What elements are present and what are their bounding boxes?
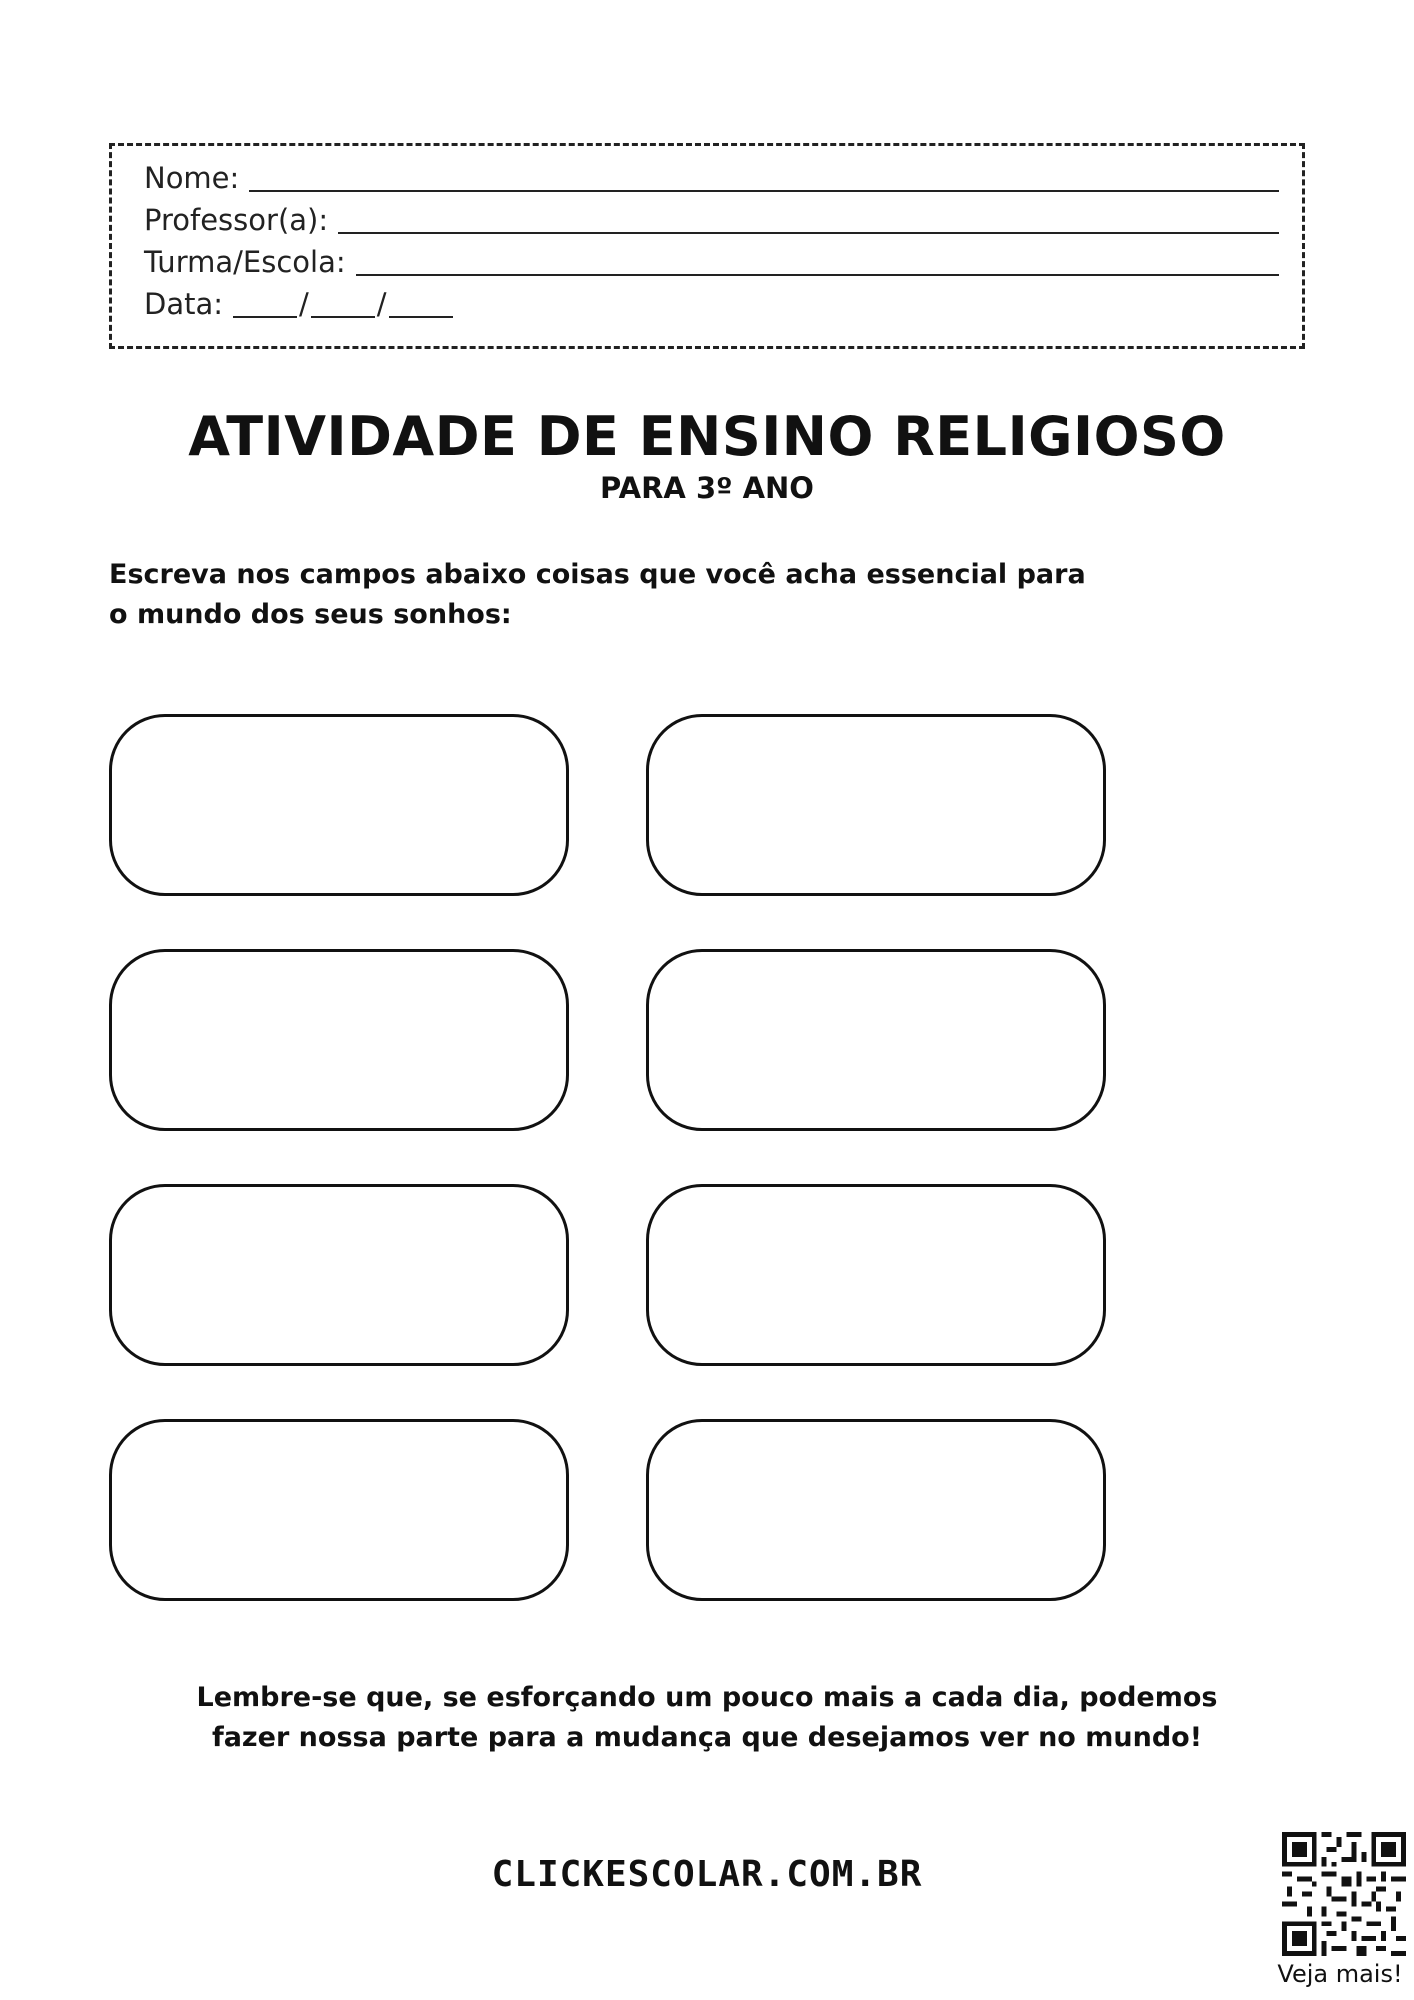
date-day-field[interactable] <box>233 286 297 318</box>
class-field[interactable] <box>356 244 1279 276</box>
date-label: Data: <box>144 287 224 321</box>
website-link[interactable]: CLICKESCOLAR.COM.BR <box>491 1854 923 1895</box>
date-separator: / <box>376 287 387 321</box>
answer-box-1[interactable] <box>109 714 569 896</box>
instruction-text: Escreva nos campos abaixo coisas que você acha essencial para o mundo dos seus sonhos: <box>109 559 1086 630</box>
qr-code-icon[interactable] <box>1282 1832 1406 1956</box>
name-field-row <box>144 158 1279 198</box>
answer-box-3[interactable] <box>109 949 569 1131</box>
answer-box-4[interactable] <box>646 949 1106 1131</box>
teacher-field-row <box>144 200 1279 240</box>
name-label: Nome: <box>144 161 240 195</box>
closing-line-2: fazer nossa parte para a mudança que desejamos ver no mundo! <box>211 1722 1203 1753</box>
answer-box-8[interactable] <box>646 1419 1106 1601</box>
teacher-field[interactable] <box>338 202 1279 234</box>
date-year-field[interactable] <box>389 286 453 318</box>
date-month-field[interactable] <box>311 286 375 318</box>
class-field-row <box>144 242 1279 282</box>
class-label: Turma/Escola: <box>144 245 346 279</box>
name-field[interactable] <box>249 160 1279 192</box>
closing-message <box>0 1678 1414 1758</box>
student-info-box <box>109 143 1305 349</box>
qr-caption: Veja mais! <box>1277 1960 1403 1988</box>
answer-box-6[interactable] <box>646 1184 1106 1366</box>
closing-line-1: Lembre-se que, se esforçando um pouco mais a cada dia, podemos <box>196 1682 1218 1713</box>
page-title: ATIVIDADE DE ENSINO RELIGIOSO <box>188 405 1226 468</box>
answer-box-7[interactable] <box>109 1419 569 1601</box>
answer-box-5[interactable] <box>109 1184 569 1366</box>
date-field-row <box>144 284 453 324</box>
date-separator: / <box>299 287 309 321</box>
teacher-label: Professor(a): <box>144 203 329 237</box>
page-subtitle: PARA 3º ANO <box>600 471 814 505</box>
answer-box-2[interactable] <box>646 714 1106 896</box>
